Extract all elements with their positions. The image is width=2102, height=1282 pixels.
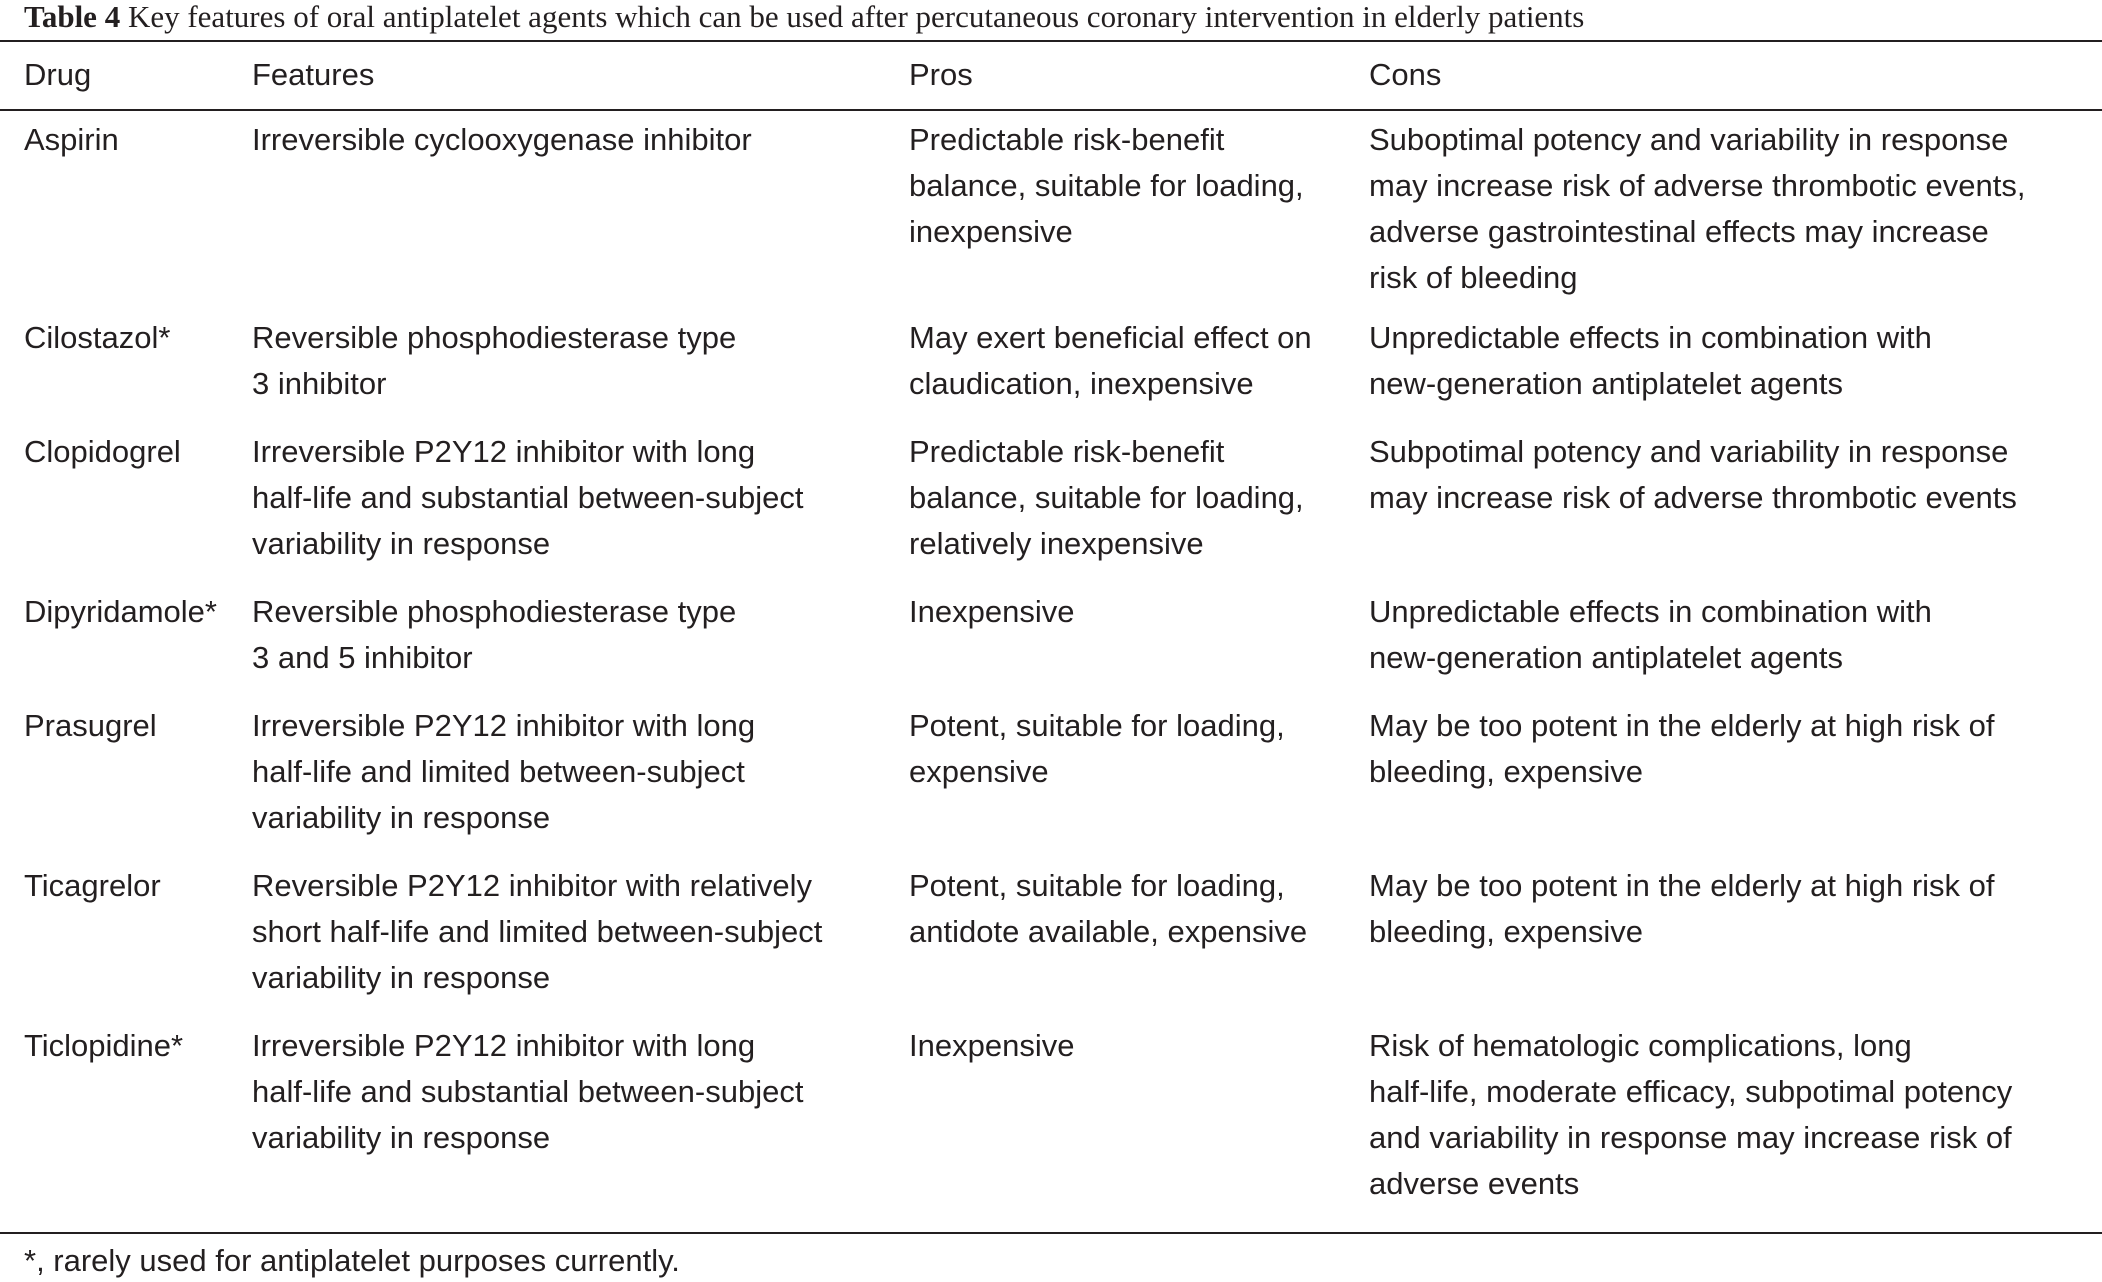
cell-line: short half-life and limited between-subject (252, 914, 823, 949)
cell-line: variability in response (252, 1120, 551, 1155)
cell-features (252, 429, 909, 589)
cell-line: May be too potent in the elderly at high risk of (1369, 708, 1995, 743)
cell-drug: Dipyridamole* (24, 594, 217, 629)
cell-cons (1369, 1023, 2102, 1218)
cell-line: Unpredictable effects in combination with (1369, 320, 1932, 355)
cell-pros (909, 429, 1369, 589)
cell-line: Subpotimal potency and variability in response (1369, 434, 2009, 469)
cell-cons (1369, 429, 2102, 589)
cell-line: antidote available, expensive (909, 914, 1308, 949)
cell-features (252, 1023, 909, 1218)
cell-line: new-generation antiplatelet agents (1369, 640, 1843, 675)
cell-pros (909, 1023, 1369, 1218)
table-row (0, 703, 2102, 863)
cell-line: variability in response (252, 526, 551, 561)
cell-cons (1369, 109, 2102, 315)
cell-drug: Ticagrelor (24, 868, 161, 903)
cell-line: bleeding, expensive (1369, 914, 1644, 949)
cell-drug: Ticlopidine* (24, 1028, 184, 1063)
cell-line: Potent, suitable for loading, (909, 868, 1285, 903)
column-header-features: Features (252, 57, 375, 92)
cell-line: Risk of hematologic complications, long (1369, 1028, 1912, 1063)
cell-features (252, 703, 909, 863)
cell-line: 3 and 5 inhibitor (252, 640, 473, 675)
cell-line: Reversible phosphodiesterase type (252, 594, 737, 629)
cell-pros (909, 703, 1369, 863)
cell-features: Irreversible cyclooxygenase inhibitor (252, 122, 752, 157)
cell-line: may increase risk of adverse thrombotic events, (1369, 168, 2026, 203)
table-row (0, 429, 2102, 589)
cell-cons (1369, 315, 2102, 429)
column-header-drug: Drug (24, 57, 92, 92)
cell-line: bleeding, expensive (1369, 754, 1644, 789)
table-row (0, 109, 2102, 315)
cell-line: Suboptimal potency and variability in response (1369, 122, 2009, 157)
cell-line: Inexpensive (909, 1028, 1075, 1063)
cell-line: Irreversible P2Y12 inhibitor with long (252, 1028, 756, 1063)
cell-line: Irreversible P2Y12 inhibitor with long (252, 708, 756, 743)
cell-drug: Prasugrel (24, 708, 157, 743)
cell-drug: Aspirin (24, 122, 119, 157)
cell-line: Inexpensive (909, 594, 1075, 629)
cell-line: Predictable risk-benefit (909, 434, 1225, 469)
cell-line: adverse events (1369, 1166, 1580, 1201)
cell-features (252, 589, 909, 703)
cell-line: balance, suitable for loading, (909, 168, 1304, 203)
cell-line: Predictable risk-benefit (909, 122, 1225, 157)
cell-cons (1369, 589, 2102, 703)
cell-line: adverse gastrointestinal effects may increase (1369, 214, 1989, 249)
cell-line: expensive (909, 754, 1049, 789)
table-caption-label: Table 4 (24, 0, 121, 34)
column-header-cons: Cons (1369, 57, 1442, 92)
cell-line: new-generation antiplatelet agents (1369, 366, 1843, 401)
table-caption-text: Key features of oral antiplatelet agents which can be used after percutaneous coronary intervention in elderly patients (127, 0, 1585, 34)
table-header-row (0, 42, 2102, 109)
table-footnote: *, rarely used for antiplatelet purposes currently. (24, 1243, 680, 1278)
cell-drug: Cilostazol* (24, 320, 171, 355)
cell-line: Unpredictable effects in combination with (1369, 594, 1932, 629)
cell-pros (909, 589, 1369, 703)
cell-line: Reversible P2Y12 inhibitor with relatively (252, 868, 812, 903)
cell-line: claudication, inexpensive (909, 366, 1254, 401)
cell-pros (909, 109, 1369, 315)
antiplatelet-table (0, 42, 2102, 1218)
cell-cons (1369, 703, 2102, 863)
cell-line: relatively inexpensive (909, 526, 1204, 561)
cell-line: May exert beneficial effect on (909, 320, 1312, 355)
cell-line: and variability in response may increase risk of (1369, 1120, 2012, 1155)
cell-line: half-life, moderate efficacy, subpotimal potency (1369, 1074, 2013, 1109)
column-header-pros: Pros (909, 57, 973, 92)
cell-line: risk of bleeding (1369, 260, 1578, 295)
table-row (0, 589, 2102, 703)
cell-line: half-life and limited between-subject (252, 754, 745, 789)
cell-line: May be too potent in the elderly at high risk of (1369, 868, 1995, 903)
cell-line: Reversible phosphodiesterase type (252, 320, 737, 355)
cell-pros (909, 315, 1369, 429)
table-row (0, 315, 2102, 429)
cell-line: balance, suitable for loading, (909, 480, 1304, 515)
table-bottom-rule (0, 1232, 2102, 1234)
cell-line: Irreversible P2Y12 inhibitor with long (252, 434, 756, 469)
cell-line: half-life and substantial between-subject (252, 480, 804, 515)
cell-features (252, 863, 909, 1023)
cell-line: may increase risk of adverse thrombotic events (1369, 480, 2017, 515)
cell-line: inexpensive (909, 214, 1073, 249)
cell-drug: Clopidogrel (24, 434, 181, 469)
cell-line: variability in response (252, 960, 551, 995)
cell-features (252, 315, 909, 429)
cell-line: half-life and substantial between-subject (252, 1074, 804, 1109)
table-caption (24, 0, 1584, 38)
cell-pros (909, 863, 1369, 1023)
cell-line: Potent, suitable for loading, (909, 708, 1285, 743)
table-row (0, 863, 2102, 1023)
cell-line: 3 inhibitor (252, 366, 387, 401)
cell-line: variability in response (252, 800, 551, 835)
table-row (0, 1023, 2102, 1218)
cell-cons (1369, 863, 2102, 1023)
